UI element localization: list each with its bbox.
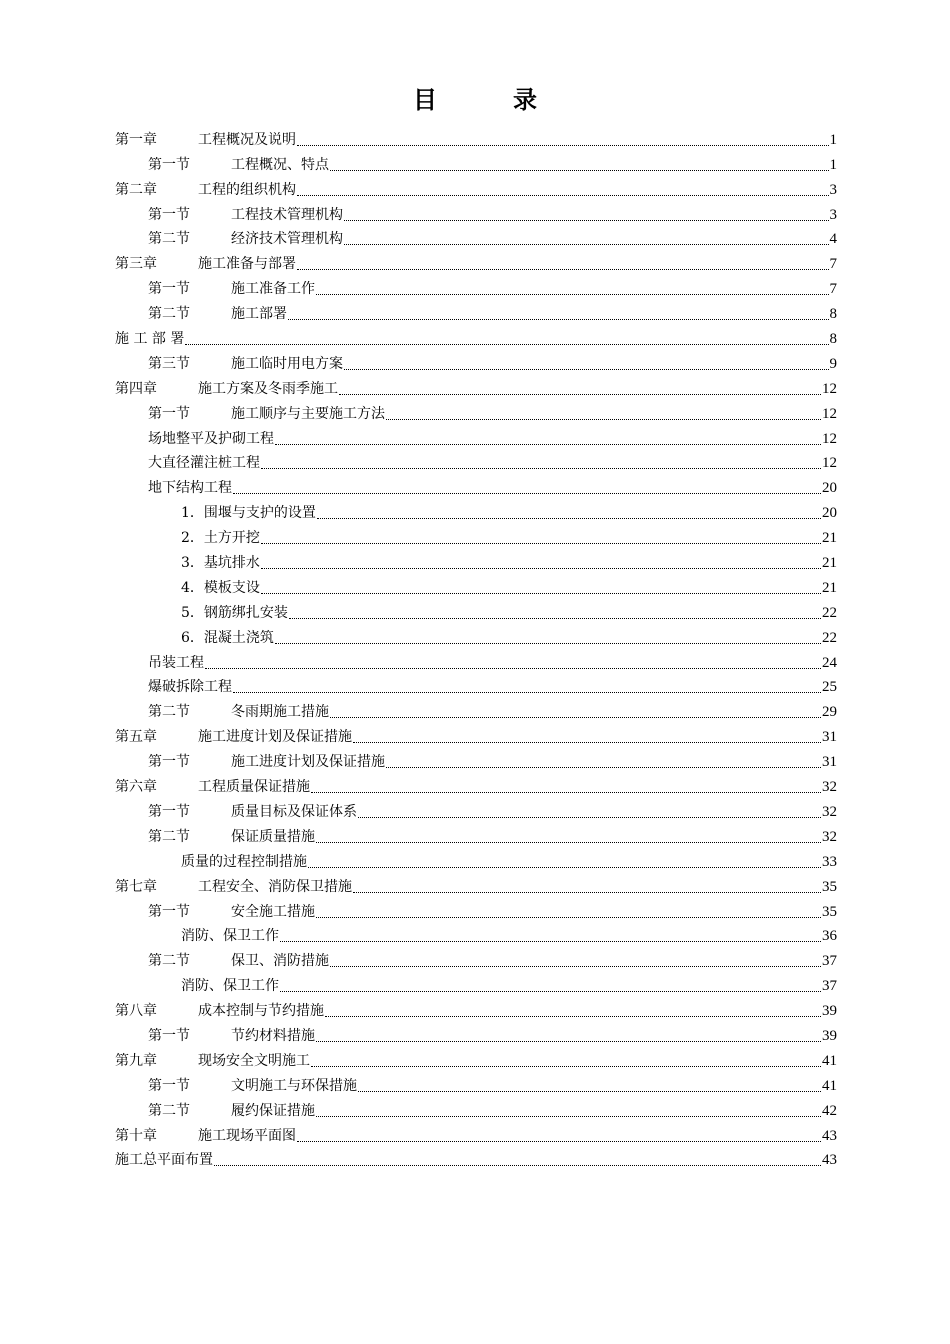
dot-leader <box>261 567 821 569</box>
dot-leader <box>386 418 821 420</box>
toc-entry-page-number: 8 <box>829 331 837 348</box>
toc-entry[interactable] <box>115 1070 837 1095</box>
dot-leader <box>297 144 829 146</box>
dot-leader <box>280 990 821 992</box>
toc-entry-number: 第一节 <box>148 405 190 422</box>
toc-entry-page-number: 8 <box>829 306 837 323</box>
toc-entry[interactable] <box>115 423 837 448</box>
toc-entry-title: 4．模板支设 <box>181 579 260 596</box>
toc-entry-title: 1．围堰与支护的设置 <box>181 505 316 522</box>
toc-entry-title: 吊装工程 <box>148 654 204 671</box>
toc-entry-number: 第二节 <box>148 953 190 970</box>
toc-entry-number: 第一节 <box>148 281 190 298</box>
toc-entry[interactable] <box>115 174 837 199</box>
toc-entry-title: 工程技术管理机构 <box>231 206 343 223</box>
toc-entry-page-number: 4 <box>829 231 837 248</box>
toc-entry[interactable] <box>115 348 837 373</box>
toc-entry[interactable] <box>115 647 837 672</box>
toc-entry-number: 第三节 <box>148 355 190 372</box>
dot-leader <box>311 791 821 793</box>
dot-leader <box>330 965 821 967</box>
dot-leader <box>297 194 829 196</box>
toc-entry[interactable] <box>115 398 837 423</box>
toc-entry-page-number: 22 <box>822 629 837 646</box>
dot-leader <box>317 517 821 519</box>
dot-leader <box>316 916 821 918</box>
toc-entry-page-number: 36 <box>822 928 837 945</box>
toc-entry[interactable] <box>115 273 837 298</box>
toc-entry-number: 第一节 <box>148 803 190 820</box>
toc-entry[interactable] <box>115 199 837 224</box>
toc-entry-page-number: 12 <box>822 430 837 447</box>
toc-entry-page-number: 3 <box>829 181 837 198</box>
toc-entry[interactable] <box>115 846 837 871</box>
dot-leader <box>308 866 821 868</box>
toc-entry-number: 第一节 <box>148 206 190 223</box>
toc-entry[interactable] <box>115 572 837 597</box>
toc-entry-page-number: 33 <box>822 853 837 870</box>
toc-entry[interactable] <box>115 821 837 846</box>
toc-entry-page-number: 31 <box>822 729 837 746</box>
toc-entry-title: 保证质量措施 <box>231 828 315 845</box>
toc-entry-page-number: 43 <box>822 1152 837 1169</box>
toc-entry-page-number: 21 <box>822 579 837 596</box>
toc-entry[interactable] <box>115 124 837 149</box>
toc-entry-title: 2．土方开挖 <box>181 530 260 547</box>
dot-leader <box>339 393 821 395</box>
toc-entry-title: 施工总平面布置 <box>115 1152 213 1169</box>
dot-leader <box>386 766 821 768</box>
dot-leader <box>288 318 829 320</box>
toc-entry-number: 第六章 <box>115 779 157 796</box>
toc-entry-title: 冬雨期施工措施 <box>231 704 329 721</box>
dot-leader <box>316 841 821 843</box>
toc-entry-title: 大直径灌注桩工程 <box>148 455 260 472</box>
dot-leader <box>330 716 821 718</box>
toc-entry[interactable] <box>115 323 837 348</box>
toc-entry-title: 施 工 部 署 <box>115 331 185 348</box>
toc-entry-number: 第一节 <box>148 903 190 920</box>
toc-entry-title: 消防、保卫工作 <box>181 928 279 945</box>
toc-entry-title: 施工方案及冬雨季施工 <box>198 380 338 397</box>
toc-entry-title: 保卫、消防措施 <box>231 953 329 970</box>
toc-entry-page-number: 22 <box>822 604 837 621</box>
toc-entry-page-number: 20 <box>822 480 837 497</box>
toc-entry-number: 第一章 <box>115 131 157 148</box>
toc-entry-title: 施工进度计划及保证措施 <box>231 754 385 771</box>
toc-entry-page-number: 32 <box>822 803 837 820</box>
toc-entry-page-number: 32 <box>822 828 837 845</box>
toc-entry-page-number: 43 <box>822 1127 837 1144</box>
toc-entry-title: 施工准备与部署 <box>198 256 296 273</box>
toc-entry-page-number: 12 <box>822 405 837 422</box>
toc-entry-title: 施工部署 <box>231 306 287 323</box>
toc-entry[interactable] <box>115 970 837 995</box>
toc-entry-page-number: 29 <box>822 704 837 721</box>
toc-entry-title: 6．混凝土浇筑 <box>181 629 274 646</box>
toc-entry-title: 3．基坑排水 <box>181 555 260 572</box>
toc-entry-page-number: 12 <box>822 380 837 397</box>
dot-leader <box>353 741 821 743</box>
toc-entry[interactable] <box>115 298 837 323</box>
dot-leader <box>325 1015 821 1017</box>
toc-entry[interactable] <box>115 224 837 249</box>
toc-entry[interactable] <box>115 995 837 1020</box>
toc-list <box>115 124 837 1169</box>
toc-entry-title: 5．钢筋绑扎安装 <box>181 604 288 621</box>
toc-entry-number: 第二章 <box>115 181 157 198</box>
toc-entry[interactable] <box>115 746 837 771</box>
toc-entry-page-number: 20 <box>822 505 837 522</box>
dot-leader <box>261 467 821 469</box>
toc-entry-title: 施工现场平面图 <box>198 1127 296 1144</box>
toc-entry-title: 消防、保卫工作 <box>181 978 279 995</box>
toc-entry-page-number: 42 <box>822 1102 837 1119</box>
toc-entry-title: 工程安全、消防保卫措施 <box>198 878 352 895</box>
toc-entry-title: 履约保证措施 <box>231 1102 315 1119</box>
toc-entry[interactable] <box>115 448 837 473</box>
toc-entry-page-number: 25 <box>822 679 837 696</box>
toc-entry[interactable] <box>115 721 837 746</box>
dot-leader <box>261 592 821 594</box>
dot-leader <box>358 1090 821 1092</box>
toc-entry[interactable] <box>115 149 837 174</box>
toc-entry-title: 施工进度计划及保证措施 <box>198 729 352 746</box>
toc-entry-page-number: 21 <box>822 555 837 572</box>
toc-entry-page-number: 39 <box>822 1027 837 1044</box>
toc-title: 目 录 <box>413 85 563 114</box>
toc-entry-page-number: 21 <box>822 530 837 547</box>
toc-entry[interactable] <box>115 622 837 647</box>
toc-entry-page-number: 24 <box>822 654 837 671</box>
dot-leader <box>297 268 829 270</box>
toc-entry-number: 第十章 <box>115 1127 157 1144</box>
toc-entry[interactable] <box>115 1120 837 1145</box>
toc-entry-title: 场地整平及护砌工程 <box>148 430 274 447</box>
toc-entry[interactable] <box>115 896 837 921</box>
dot-leader <box>344 368 829 370</box>
toc-entry-title: 施工顺序与主要施工方法 <box>231 405 385 422</box>
toc-entry-page-number: 32 <box>822 779 837 796</box>
toc-entry-title: 质量的过程控制措施 <box>181 853 307 870</box>
dot-leader <box>233 691 821 693</box>
toc-entry-page-number: 1 <box>829 131 837 148</box>
dot-leader <box>205 667 821 669</box>
toc-entry[interactable] <box>115 373 837 398</box>
dot-leader <box>261 542 821 544</box>
dot-leader <box>275 642 821 644</box>
toc-entry[interactable] <box>115 1045 837 1070</box>
toc-entry-title: 工程概况、特点 <box>231 156 329 173</box>
dot-leader <box>316 293 829 295</box>
toc-entry-title: 经济技术管理机构 <box>231 231 343 248</box>
toc-entry-number: 第二节 <box>148 231 190 248</box>
dot-leader <box>330 169 829 171</box>
toc-entry[interactable] <box>115 771 837 796</box>
toc-entry-page-number: 1 <box>829 156 837 173</box>
toc-entry-page-number: 7 <box>829 256 837 273</box>
toc-entry-number: 第一节 <box>148 1027 190 1044</box>
toc-entry[interactable] <box>115 597 837 622</box>
toc-entry[interactable] <box>115 547 837 572</box>
dot-leader <box>275 443 821 445</box>
toc-entry-page-number: 9 <box>829 355 837 372</box>
toc-entry-number: 第一节 <box>148 1077 190 1094</box>
toc-entry-number: 第三章 <box>115 256 157 273</box>
toc-entry[interactable] <box>115 248 837 273</box>
toc-entry-page-number: 35 <box>822 903 837 920</box>
toc-entry[interactable] <box>115 871 837 896</box>
toc-entry-title: 安全施工措施 <box>231 903 315 920</box>
toc-entry[interactable] <box>115 1020 837 1045</box>
toc-entry-title: 文明施工与环保措施 <box>231 1077 357 1094</box>
toc-entry-number: 第一节 <box>148 156 190 173</box>
toc-entry-title: 爆破拆除工程 <box>148 679 232 696</box>
toc-entry-title: 工程的组织机构 <box>198 181 296 198</box>
dot-leader <box>214 1164 821 1166</box>
toc-entry-title: 施工准备工作 <box>231 281 315 298</box>
toc-entry-number: 第二节 <box>148 1102 190 1119</box>
toc-entry-number: 第四章 <box>115 380 157 397</box>
dot-leader <box>185 343 828 345</box>
toc-entry-title: 节约材料措施 <box>231 1027 315 1044</box>
toc-entry[interactable] <box>115 1095 837 1120</box>
toc-entry-page-number: 37 <box>822 978 837 995</box>
toc-entry-page-number: 12 <box>822 455 837 472</box>
dot-leader <box>353 891 821 893</box>
toc-entry-page-number: 31 <box>822 754 837 771</box>
toc-entry-page-number: 39 <box>822 1003 837 1020</box>
toc-entry-number: 第八章 <box>115 1003 157 1020</box>
toc-entry-title: 现场安全文明施工 <box>198 1052 310 1069</box>
toc-entry[interactable] <box>115 1145 837 1170</box>
toc-entry-title: 成本控制与节约措施 <box>198 1003 324 1020</box>
toc-entry-number: 第五章 <box>115 729 157 746</box>
toc-entry[interactable] <box>115 497 837 522</box>
toc-entry[interactable] <box>115 921 837 946</box>
toc-entry-number: 第九章 <box>115 1052 157 1069</box>
toc-entry-title: 地下结构工程 <box>148 480 232 497</box>
dot-leader <box>344 219 829 221</box>
toc-entry-title: 工程质量保证措施 <box>198 779 310 796</box>
dot-leader <box>316 1115 821 1117</box>
dot-leader <box>233 492 821 494</box>
toc-entry-page-number: 41 <box>822 1052 837 1069</box>
dot-leader <box>311 1065 821 1067</box>
dot-leader <box>344 243 829 245</box>
toc-entry-page-number: 7 <box>829 281 837 298</box>
toc-entry[interactable] <box>115 672 837 697</box>
toc-entry[interactable] <box>115 472 837 497</box>
toc-entry-title: 质量目标及保证体系 <box>231 803 357 820</box>
toc-entry-page-number: 37 <box>822 953 837 970</box>
toc-entry-page-number: 41 <box>822 1077 837 1094</box>
toc-entry-number: 第二节 <box>148 828 190 845</box>
toc-entry-title: 工程概况及说明 <box>198 131 296 148</box>
toc-entry[interactable] <box>115 522 837 547</box>
toc-entry-number: 第二节 <box>148 306 190 323</box>
dot-leader <box>280 940 821 942</box>
dot-leader <box>289 617 821 619</box>
dot-leader <box>316 1040 821 1042</box>
toc-entry[interactable] <box>115 945 837 970</box>
toc-entry-page-number: 3 <box>829 206 837 223</box>
toc-entry-number: 第一节 <box>148 754 190 771</box>
toc-entry-title: 施工临时用电方案 <box>231 355 343 372</box>
toc-entry-number: 第七章 <box>115 878 157 895</box>
toc-entry[interactable] <box>115 796 837 821</box>
toc-entry-page-number: 35 <box>822 878 837 895</box>
dot-leader <box>297 1140 821 1142</box>
dot-leader <box>358 816 821 818</box>
toc-entry-number: 第二节 <box>148 704 190 721</box>
toc-entry[interactable] <box>115 696 837 721</box>
